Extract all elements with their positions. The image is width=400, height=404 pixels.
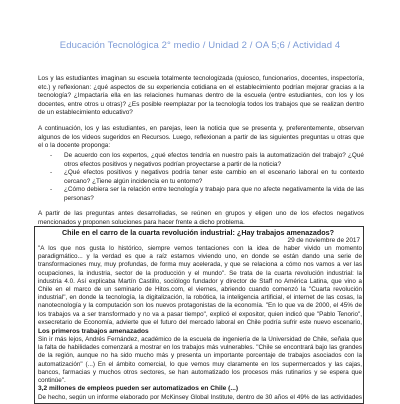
question-text: ¿Qué efectos positivos y negativos podría tener este cambio en el escenario laboral en tu contexto cercano? ¿Tiene algún incidencia en tu entorno? [64,169,364,185]
news-subheading: Los primeros trabajos amenazados [38,328,149,335]
instructions-paragraph: A continuación, los y las estudiantes, en parejas, leen la noticia que se presenta y, preferentemente, observan algunos de los videos sugeridos en Recursos. Luego, reflexionan a partir de las siguientes preguntas u otras que el o la docente proponga: [38,125,364,150]
news-body: "A los que nos gusta lo histórico, siempre vemos tentaciones con la idea de haber vivido un momento paradigmático... y la verdad es que a raíz estamos viviendo uno, en donde se están dando una serie de transformaciones muy, muy profundas, de forma muy acelerada, y que se relaciona a cómo nos vamos a ver las ocupaciones, la industria, sector de la producción y el mundo". Se trata de la cuarta revolución industrial: la industria 4.0. Así explicaba Martín Castillo, sociólogo fundador y director de Staff no América Latina, que vino a Chile en el marco de un seminario de Hitos.com, el viernes, abriendo cuando comenzó la "Cuarta revolución industrial", en donde la tecnología, la digitalización, la robótica, la inteligencia artificial, el internet de las cosas, la nanotecnología y la computación son los nuevos protagonistas de la economía. "En lo que va de 2000, el 45% de los trabajos va a ser transformado y no va a pasar tiempo", explicó el expositor, quien indicó que "Pablo Tenorio", exsecretario de Economía, advierte que el futuro del mercado laboral en Chile podría sufrir este nuevo escenario, [38,245,362,326]
news-title: Chile en el carro de la cuarta revolución industrial: ¿Hay trabajos amenazados? [61,228,334,237]
question-item: - De acuerdo con los expertos, ¿qué efectos tendría en nuestro país la automatización del trabajo? ¿Qué otros efectos positivos y negativos podrían proyectarse a partir de la noticia? [50,152,364,168]
question-item: - ¿Qué efectos positivos y negativos podría tener este cambio en el escenario laboral en tu contexto cercano? ¿Tiene algún incidencia en tu entorno? [50,169,364,185]
news-body-3: De hecho, según un informe elaborado por McKinsey Global Institute, dentro de 30 años el 49% de las actividades [38,394,362,400]
question-text: ¿Cómo debiera ser la relación entre tecnología y trabajo para que no afecte negativamente la vida de las personas? [64,186,364,202]
intro-paragraph: Los y las estudiantes imaginan su escuela totalmente tecnologizada (quiosco, funcionarios, docentes, inspectoría, etc.) y reflexionan: ¿qué aspectos de su experiencia cotidiana en el establecimiento podrían mejorar gracias a la tecnología? ¿Impactaría ella en las relaciones humanas dentro de la escuela (entre estudiantes, con los y los docentes, entre otros u otras)? ¿Es posible reemplazar por la tecnología todos los trabajos que se realizan dentro de un establecimiento educativo? [38,75,364,117]
news-body-2: Sin ir más lejos, Andrés Fernández, académico de la escuela de ingeniería de la Universidad de Chile, señala que la falta de habilidades comenzará a mostrar en los trabajos más vulnerables. "Chile se encontrará bajo las grandes de la región, aunque no ha sido mucho más y presenta un importante porcentaje de trabajos asociados con la automatización" (...) En el ámbito comercial, lo que vemos muy claramente en los supermercados y las cajas, bancos, farmacias y muchos otros sectores, se han automatizado los procesos más rutinarios y se espera que continúe". [38,336,362,385]
news-subheading-2: 3,2 millones de empleos pueden ser automatizados en Chile (...) [38,385,239,392]
page-title: Educación Tecnológica 2° medio / Unidad 2 / OA 5;6 / Actividad 4 [59,40,341,51]
news-date: 29 de noviembre de 2017 [287,237,360,244]
question-list [38,152,364,204]
question-item: - ¿Cómo debiera ser la relación entre tecnología y trabajo para que no afecte negativamente la vida de las personas? [50,186,364,202]
question-text: De acuerdo con los expertos, ¿qué efectos tendría en nuestro país la automatización del trabajo? ¿Qué otros efectos positivos y negativos podrían proyectarse a partir de la noticia? [64,152,364,168]
closing-paragraph: A partir de las preguntas antes desarrolladas, se reúnen en grupos y eligen uno de los efectos negativos mencionados y proponen soluciones para hacer frente a dicho problema. [38,210,364,226]
